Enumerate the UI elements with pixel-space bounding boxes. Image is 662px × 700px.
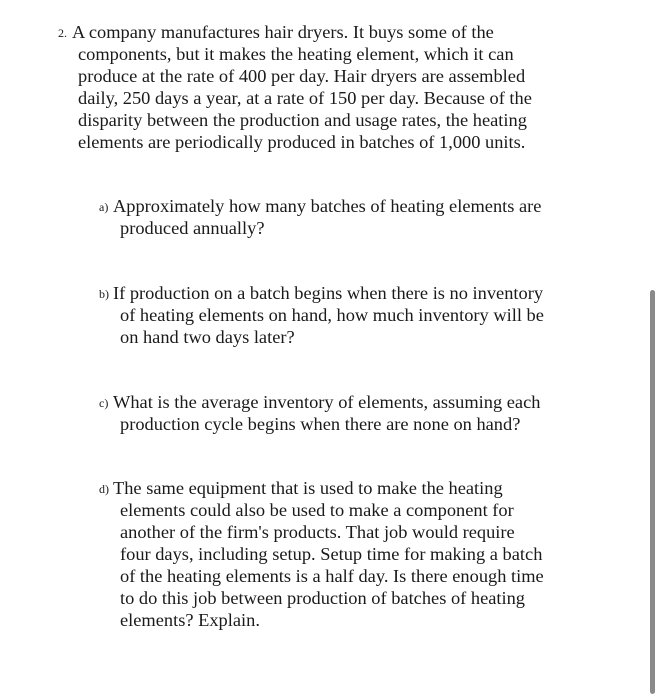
part-d-line: to do this job between production of batches of heating (120, 588, 526, 608)
question-line: elements are periodically produced in batches of 1,000 units. (78, 132, 526, 152)
question-number: 2. (58, 26, 67, 40)
part-label-b: b) (99, 287, 109, 301)
question-line: daily, 250 days a year, at a rate of 150 per day. Because of the (78, 88, 532, 108)
part-d-line: another of the firm's products. That job would require (120, 522, 515, 542)
question-line: disparity between the production and usage rates, the heating (78, 110, 527, 130)
part-a-line: produced annually? (120, 218, 265, 238)
part-label-d: d) (99, 482, 109, 496)
part-d-line: four days, including setup. Setup time for making a batch (120, 544, 543, 564)
question-line: produce at the rate of 400 per day. Hair dryers are assembled (78, 66, 526, 86)
part-c-line: What is the average inventory of elements, assuming each (113, 392, 541, 412)
part-d-line: of the heating elements is a half day. Is there enough time (120, 566, 544, 586)
question-line: components, but it makes the heating element, which it can (78, 44, 514, 64)
part-d-line: elements? Explain. (120, 610, 260, 630)
part-b-line: on hand two days later? (120, 327, 295, 347)
part-b-line: of heating elements on hand, how much inventory will be (120, 305, 544, 325)
vertical-scrollbar[interactable] (650, 290, 655, 694)
part-d-line: The same equipment that is used to make the heating (113, 478, 503, 498)
part-a-line: Approximately how many batches of heating elements are (113, 196, 542, 216)
question-line: A company manufactures hair dryers. It buys some of the (72, 22, 494, 42)
part-label-c: c) (99, 396, 109, 410)
part-label-a: a) (99, 200, 109, 214)
part-b-line: If production on a batch begins when there is no inventory (113, 283, 544, 303)
part-d-line: elements could also be used to make a component for (120, 500, 514, 520)
part-c-line: production cycle begins when there are none on hand? (120, 414, 521, 434)
